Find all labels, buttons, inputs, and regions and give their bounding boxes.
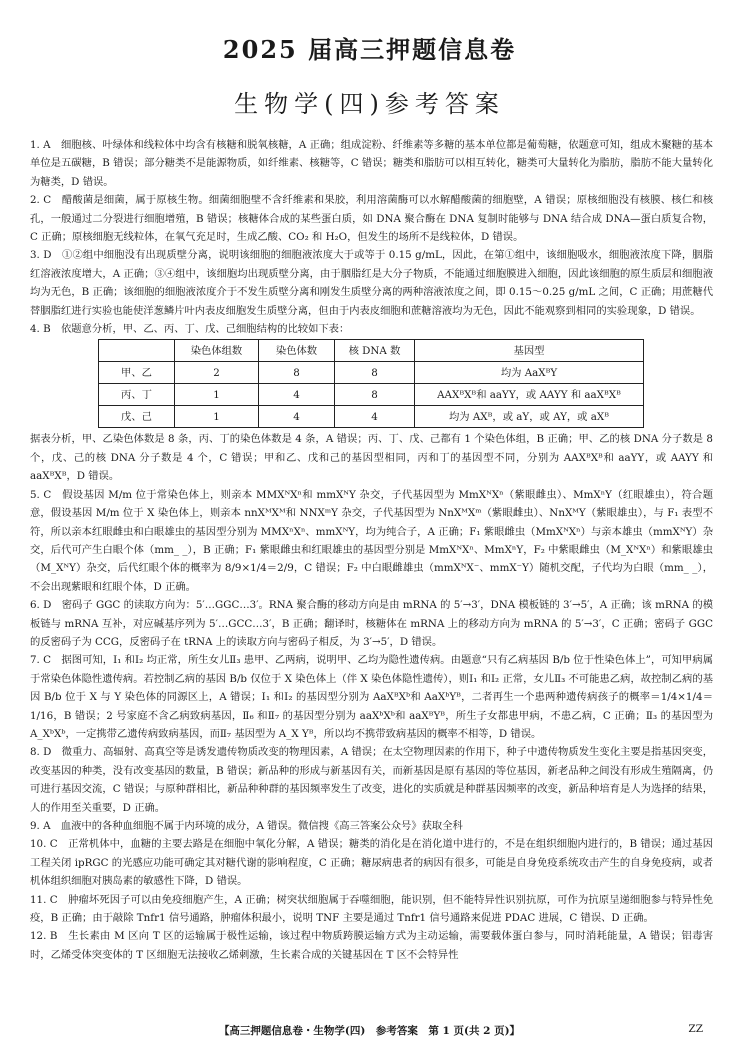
answer-item-8: 8. D 微重力、高辐射、高真空等是诱发遗传物质改变的物理因素，A 错误；在太空物理因素的作用下，种子中遗传物质发生变化主要是指基因突变，改变基因的种类，没有改变基因的数量，B 错误；新品种的形成与新基因有关，而新基因是原有基因的等位基因，新老品种之间没有形成生殖隔离，仍可进行基因交流，C 错误；与原种群相比，新品种种群的基因频率发生了改变，进化的实质就是种群基因频率的改变，新品种培育是人为选择的结果，人的作用至关重要，D 正确。 (30, 746, 713, 814)
table-cell: 2 (175, 362, 259, 384)
table-cell: 8 (259, 362, 335, 384)
table-cell: 4 (259, 406, 335, 428)
table-cell: 8 (335, 362, 415, 384)
footer-text: 【高三押题信息卷・生物学(四) 参考答案 第 1 页(共 2 页)】 (218, 1025, 521, 1037)
answer-item-6: 6. D 密码子 GGC 的读取方向为：5′…GGC…3′。RNA 聚合酶的移动方向是由 mRNA 的 5′→3′，DNA 模板链的 3′→5′，A 正确；该 mRNA 的模板链与 mRNA 互补，对应碱基序列为 5′…GCC…3′，B 正确；翻译时，核糖体在 mRNA 上的移动方向为 mRNA 的 5′→3′，C 正确；密码子 GGC 的反密码子为 CCG，反密码子在 tRNA 上的读取方向与密码子相反，为 3′→5′，D 错误。 (30, 599, 713, 648)
table-header-row (99, 340, 644, 362)
table-cell: 戊、己 (99, 406, 175, 428)
table-cell: 甲、乙 (99, 362, 175, 384)
table-row (99, 406, 644, 428)
table-cell: 均为 AXᴮ，或 aY，或 AY，或 aXᴮ (415, 406, 644, 428)
table-row (99, 362, 644, 384)
table-cell: 4 (259, 384, 335, 406)
table-header-cell: 基因型 (415, 340, 644, 362)
answer-item-4-analysis: 据表分析，甲、乙染色体数是 8 条，丙、丁的染色体数是 4 条，A 错误；丙、丁、戊、己都有 1 个染色体组，B 正确；甲、乙的核 DNA 分子数是 8 个，戊、己的核 DNA 分子数是 4 个，C 错误；甲和乙、戊和己的基因型相同，丙和丁的基因型不同，分别为 AAXᴮXᴮ和 aaYY，或 AAYY 和 aaXᴮXᴮ，D 错误。 (30, 433, 713, 483)
table-cell: 丙、丁 (99, 384, 175, 406)
table-cell: 均为 AaXᴮY (415, 362, 644, 384)
table-cell: 1 (175, 384, 259, 406)
answer-content (30, 136, 713, 964)
table-header-cell: 染色体数 (259, 340, 335, 362)
answer-item-12: 12. B 生长素由 M 区向 T 区的运输属于极性运输，该过程中物质跨膜运输方式为主动运输，需要载体蛋白参与，同时消耗能量，A 错误；铝毒害时，乙烯受体突变体的 T 区细胞无法接收乙烯刺激，生长素合成的关键基因在 T 区不会特异性 (30, 930, 713, 961)
table-row (99, 384, 644, 406)
table-header-cell: 染色体组数 (175, 340, 259, 362)
table-header-cell (99, 340, 175, 362)
answer-item-9: 9. A 血液中的各种血细胞不属于内环境的成分，A 错误。微信搜《高三答案公众号》获取全科 (30, 820, 463, 832)
answer-item-3: 3. D ①②组中细胞没有出现质壁分离，说明该细胞的细胞液浓度大于或等于 0.15 g/mL，因此，在第①组中，该细胞吸水，细胞液浓度下降，胭脂红溶液浓度增大，A 正确；③④组中，该细胞均出现质壁分离，由于胭脂红是大分子物质，不能通过细胞膜进入细胞，因此该细胞的原生质层和细胞液均为无色，B 正确；该细胞的细胞液浓度介于不发生质壁分离和刚发生质壁分离的两种溶液浓度之间，即 0.15～0.25 g/mL 之间，C 正确；用蔗糖代替胭脂红进行实验也能使洋葱鳞片叶内表皮细胞发生质壁分离，但由于内表皮细胞和蔗糖溶液均为无色，因此不能观察到相同的实验现象，D 错误。 (30, 249, 713, 317)
answer-item-7: 7. C 据图可知，Ⅰ₁ 和Ⅰ₂ 均正常，所生女儿Ⅱ₃ 患甲、乙两病，说明甲、乙均为隐性遗传病。由题意“只有乙病基因 B/b 位于性染色体上”，可知甲病属于常染色体隐性遗传病。若控制乙病的基因 B/b 仅位于 X 染色体上（伴 X 染色体隐性遗传），则Ⅰ₁ 和Ⅰ₂ 正常，女儿Ⅱ₃ 不可能患乙病，故控制乙病的基因 B/b 位于 X 与 Y 染色体的同源区上，A 错误；Ⅰ₁ 和Ⅰ₂ 的基因型分别为 AaXᴮXᵇ和 AaXᵇYᴮ，二者再生一个患两种遗传病孩子的概率＝1/4×1/4＝1/16，B 错误；2 号家庭不含乙病致病基因，Ⅱ₆ 和Ⅱ₇ 的基因型分别为 aaXᵇXᵇ和 aaXᴮYᴮ，所生子女都患甲病，不患乙病，C 正确；Ⅱ₃ 的基因型为 A_XᵇXᵇ，一定携带乙遗传病致病基因，而Ⅱ₇ 基因型为 A_X Yᴮ，所以均不携带致病基因的概率不相等，D 错误。 (30, 654, 713, 740)
page-subtitle: 生物学(四)参考答案 (234, 90, 505, 118)
answer-item-10: 10. C 正常机体中，血糖的主要去路是在细胞中氧化分解，A 错误；糖类的消化是在消化道中进行的，不是在组织细胞内进行的，B 错误；通过基因工程关闭 ipRGC 的光感应功能可确定其对糖代谢的影响程度，C 正确；糖尿病患者的病因有很多，可能是自身免疫系统攻击产生的自身免疫病，或者机体组织细胞对胰岛素的敏感性下降，D 错误。 (30, 838, 713, 888)
comparison-table (98, 339, 644, 428)
answer-item-1: 1. A 细胞核、叶绿体和线粒体中均含有核糖和脱氧核糖，A 正确；组成淀粉、纤维素等多糖的基本单位都是葡萄糖，依题意可知，组成木聚糖的基本单位是五碳糖，B 错误；部分糖类不是能源物质，如纤维素、核糖等，C 错误；糖类和脂肪可以相互转化，糖类可大量转化为脂肪，脂肪不能大量转化为糖类，D 错误。 (30, 139, 713, 188)
answer-item-2: 2. C 醋酸菌是细菌，属于原核生物。细菌细胞壁不含纤维素和果胶，利用溶菌酶可以水解醋酸菌的细胞壁，A 错误；原核细胞没有核膜、核仁和核孔，一般通过二分裂进行细胞增殖，B 错误；核糖体合成的某些蛋白质，如 DNA 聚合酶在 DNA 复制时能够与 DNA 结合成 DNA—蛋白质复合物，C 正确；原核细胞无线粒体，在氧气充足时，生成乙酸、CO₂ 和 H₂O，但发生的场所不是线粒体，D 错误。 (30, 194, 713, 244)
table-cell: 4 (335, 406, 415, 428)
table-cell: 8 (335, 384, 415, 406)
table-header-cell: 核 DNA 数 (335, 340, 415, 362)
page-title: 2025 届高三押题信息卷 (222, 35, 517, 64)
table-cell: AAXᴮXᴮ和 aaYY，或 AAYY 和 aaXᴮXᴮ (415, 384, 644, 406)
answer-item-5: 5. C 假设基因 M/m 位于常染色体上，则亲本 MMXᴺXⁿ和 mmXᴺY 杂交，子代基因型为 MmXᴺXⁿ（紫眼雌虫）、MmXⁿY（红眼雄虫），符合题意，假设基因 M/m 位于 X 染色体上，则亲本 nnXᴹXᴹ和 NNXᵐY 杂交，子代基因型为 NnXᴹXᵐ（紫眼雌虫）、NnXᴹY（紫眼雄虫），与 F₁ 表型不符，所以亲本红眼雌虫和白眼雄虫的基因型分别为 MMXⁿXⁿ、mmXᴺY，均为纯合子，A 正确；F₁ 紫眼雌虫（MmXᴺXⁿ）与亲本雄虫（mmXᴺY）杂交，后代可产生白眼个体（mm_ _），B 正确；F₁ 紫眼雌虫和红眼雄虫的基因型分别是 MmXᴺXⁿ、MmXⁿY，F₂ 中紫眼雌虫（M_XᴺXⁿ）和紫眼雄虫（M_XᴺY）杂交，后代红眼个体的概率为 8/9×1/4＝2/9，C 错误；F₂ 中白眼雌雄虫（mmXᴺX⁻、mmX⁻Y）随机交配，子代均为白眼（mm_ _），不会出现紫眼和红眼个体，D 正确。 (30, 488, 713, 593)
table-cell: 1 (175, 406, 259, 428)
answer-item-11: 11. C 肿瘤坏死因子可以由免疫细胞产生，A 正确；树突状细胞属于吞噬细胞，能识别，但不能特异性识别抗原，可作为抗原呈递细胞参与特异性免疫，B 正确；由于敲除 Tnfr1 信号通路，肿瘤体积最小，说明 TNF 主要是通过 Tnfr1 信号通路来促进 PDAC 进展，C 错误、D 正确。 (30, 893, 713, 925)
footer-code: ZZ (688, 1023, 703, 1035)
answer-item-4: 4. B 依题意分析，甲、乙、丙、丁、戊、己细胞结构的比较如下表： (30, 323, 350, 336)
